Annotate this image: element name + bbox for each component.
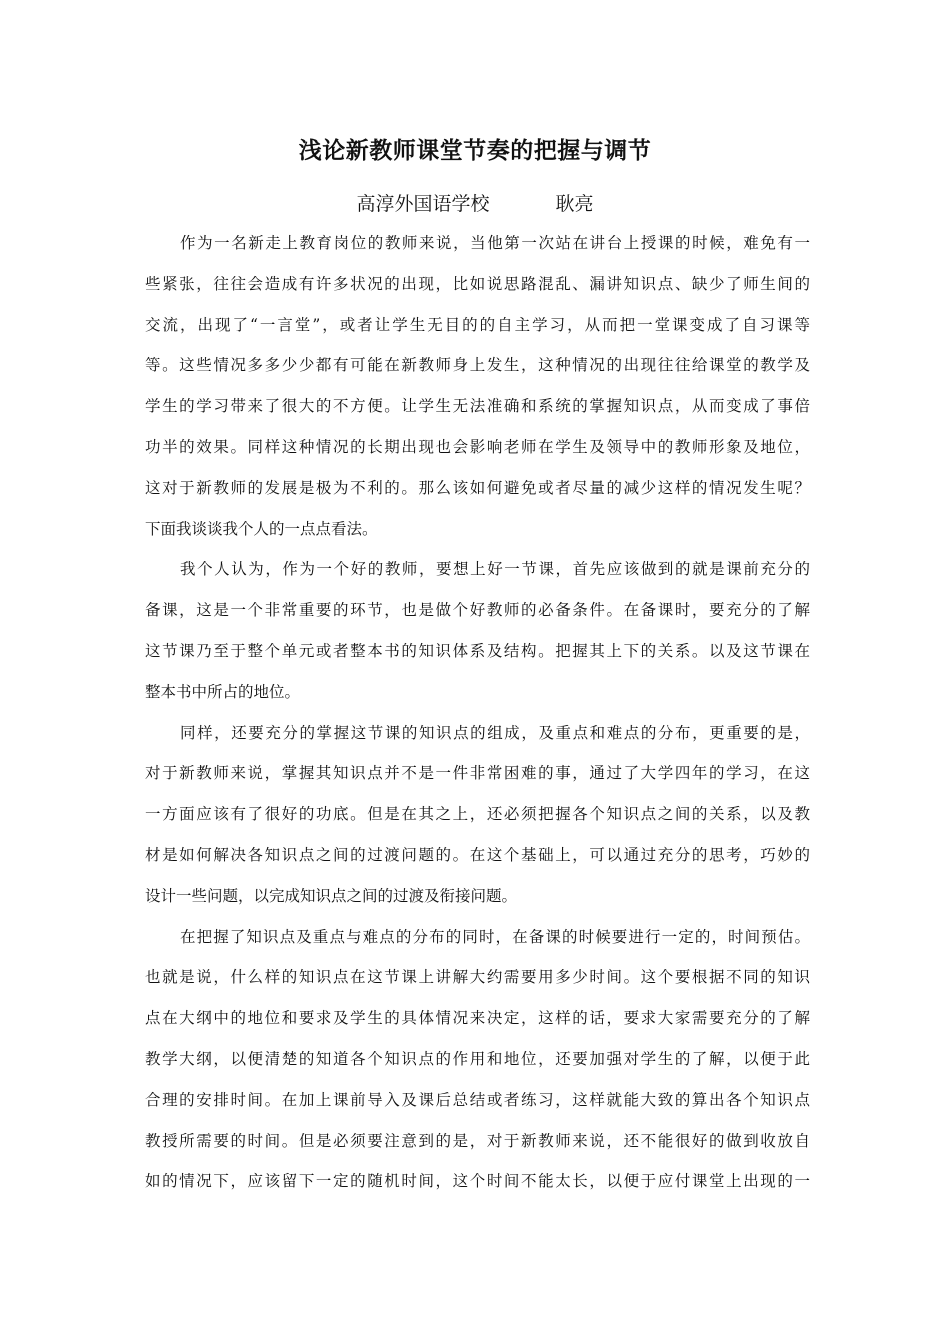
text-line: 这节课乃至于整个单元或者整本书的知识体系及结构。把握其上下的关系。以及这节课在 xyxy=(145,641,810,660)
text-line: 如的情况下，应该留下一定的随机时间，这个时间不能太长，以便于应付课堂上出现的一 xyxy=(145,1172,810,1191)
paragraph xyxy=(145,917,810,1203)
paragraph xyxy=(145,713,810,917)
document-title: 浅论新教师课堂节奏的把握与调节 xyxy=(298,137,652,164)
text-line: 些紧张，往往会造成有许多状况的出现，比如说思路混乱、漏讲知识点、缺少了师生间的 xyxy=(145,274,810,293)
school-name: 高淳外国语学校 xyxy=(356,193,490,215)
text-line: 教授所需要的时间。但是必须要注意到的是，对于新教师来说，还不能很好的做到收放自 xyxy=(145,1131,810,1150)
paragraph xyxy=(145,223,810,549)
text-line: 学生的学习带来了很大的不方便。让学生无法准确和系统的掌握知识点，从而变成了事倍 xyxy=(145,397,810,416)
text-line: 也就是说，什么样的知识点在这节课上讲解大约需要用多少时间。这个要根据不同的知识 xyxy=(145,968,810,987)
text-line: 同样，还要充分的掌握这节课的知识点的组成，及重点和难点的分布，更重要的是， xyxy=(180,723,810,742)
text-line: 这对于新教师的发展是极为不利的。那么该如何避免或者尽量的减少这样的情况发生呢？ xyxy=(145,478,810,497)
text-line: 教学大纲，以便清楚的知道各个知识点的作用和地位，还要加强对学生的了解，以便于此 xyxy=(145,1049,810,1068)
text-line: 一方面应该有了很好的功底。但是在其之上，还必须把握各个知识点之间的关系，以及教 xyxy=(145,805,810,824)
text-line: 材是如何解决各知识点之间的过渡问题的。在这个基础上，可以通过充分的思考，巧妙的 xyxy=(145,845,810,864)
text-line: 我个人认为，作为一个好的教师，要想上好一节课，首先应该做到的就是课前充分的 xyxy=(180,560,810,579)
text-line: 作为一名新走上教育岗位的教师来说，当他第一次站在讲台上授课的时候，难免有一 xyxy=(180,234,810,252)
paragraph xyxy=(145,549,810,712)
byline xyxy=(0,186,950,222)
text-line: 整本书中所占的地位。 xyxy=(145,682,301,701)
document-body xyxy=(145,223,810,1202)
text-line: 等。这些情况多多少少都有可能在新教师身上发生，这种情况的出现往往给课堂的教学及 xyxy=(145,356,810,375)
text-line: 对于新教师来说，掌握其知识点并不是一件非常困难的事，通过了大学四年的学习，在这 xyxy=(145,764,810,783)
text-line: 备课，这是一个非常重要的环节，也是做个好教师的必备条件。在备课时，要充分的了解 xyxy=(145,601,810,620)
text-line: 合理的安排时间。在加上课前导入及课后总结或者练习，这样就能大致的算出各个知识点 xyxy=(145,1090,810,1109)
text-line: 在把握了知识点及重点与难点的分布的同时，在备课的时候要进行一定的，时间预估。 xyxy=(180,927,810,946)
text-line: 下面我谈谈我个人的一点点看法。 xyxy=(145,519,378,538)
text-line: 点在大纲中的地位和要求及学生的具体情况来决定，这样的话，要求大家需要充分的了解 xyxy=(145,1009,810,1028)
text-line: 功半的效果。同样这种情况的长期出现也会影响老师在学生及领导中的教师形象及地位， xyxy=(145,437,810,456)
text-line: 设计一些问题，以完成知识点之间的过渡及衔接问题。 xyxy=(145,886,518,905)
text-line: 交流，出现了“一言堂”，或者让学生无目的的自主学习，从而把一堂课变成了自习课等 xyxy=(145,315,810,334)
author-name: 耿亮 xyxy=(555,193,594,215)
